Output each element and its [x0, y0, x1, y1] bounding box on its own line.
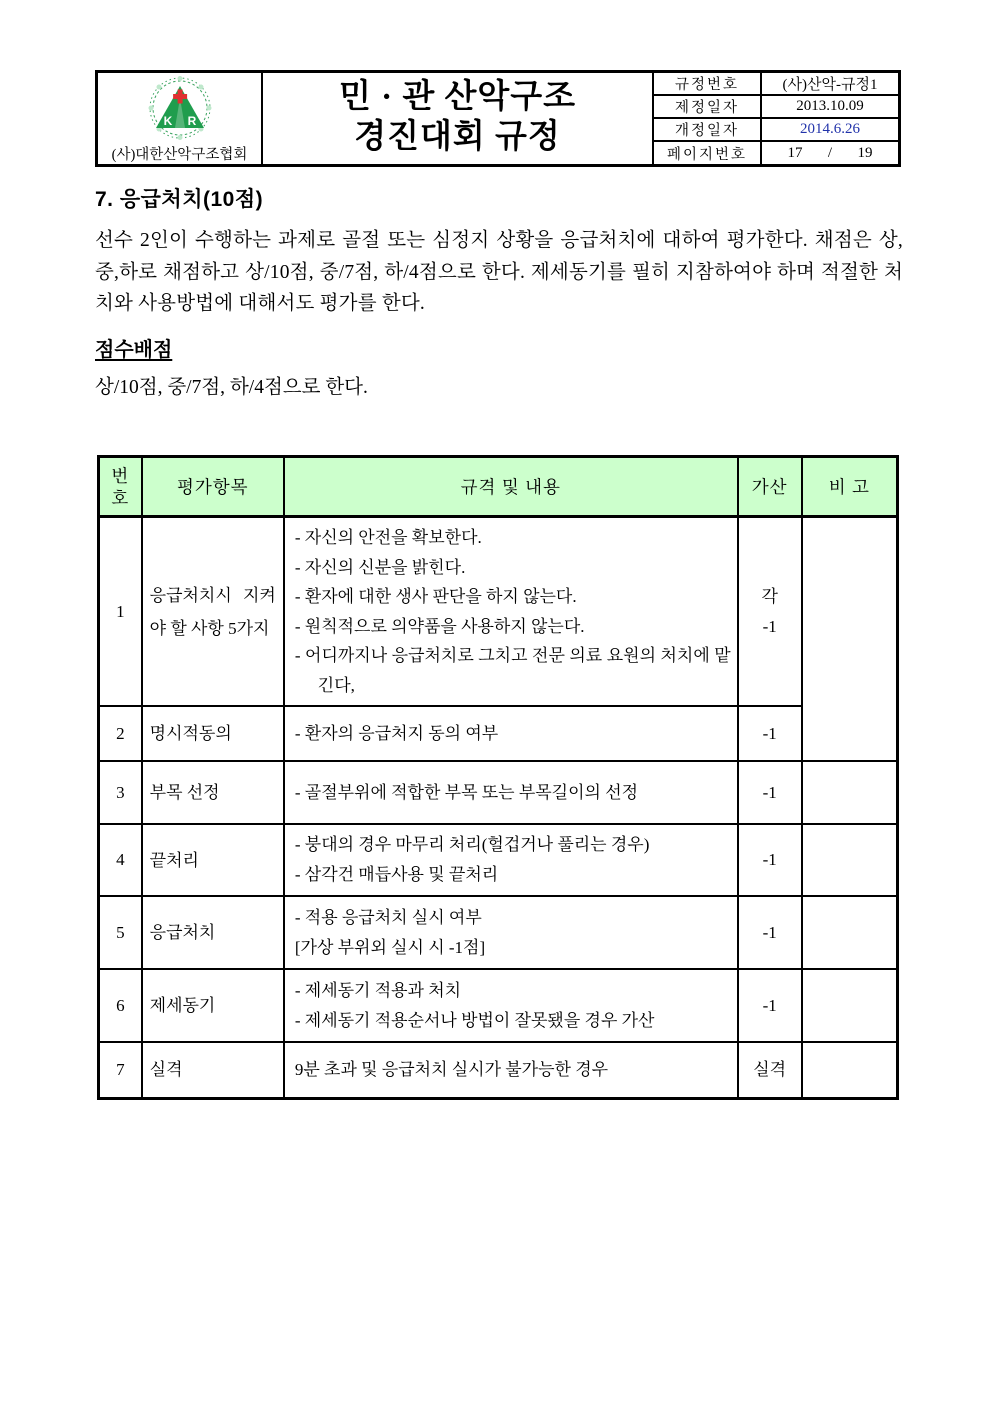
spec-line: - 삼각건 매듭사용 및 끝처리 [294, 865, 499, 884]
cell-note [802, 824, 898, 896]
cell-spec [284, 824, 738, 896]
cell-no: 2 [99, 706, 142, 761]
doc-header [95, 70, 901, 167]
cell-no: 7 [99, 1042, 142, 1098]
header-bonus: 가산 [738, 457, 802, 517]
section-content [95, 183, 903, 399]
header-item: 평가항목 [142, 457, 284, 517]
table-row [99, 969, 898, 1042]
cell-bonus: -1 [738, 969, 802, 1042]
doc-title-line1: 민 · 관 산악구조 [338, 78, 577, 115]
cell-spec [284, 896, 738, 969]
doc-info-table [652, 73, 898, 164]
cell-spec [284, 761, 738, 824]
cell-note-merged [802, 517, 898, 762]
spec-line: - 적용 응급처치 실시 여부 [294, 907, 482, 927]
page-separator: / [827, 144, 833, 161]
spec-line: - 자신의 신분을 밝힌다. [294, 557, 466, 577]
info-value-page-no [762, 142, 898, 164]
cell-note [802, 761, 898, 824]
score-line: 상/10점, 중/7점, 하/4점으로 한다. [95, 376, 368, 398]
cell-bonus: -1 [738, 706, 802, 761]
cell-bonus: -1 [738, 824, 802, 896]
cell-spec [284, 969, 738, 1042]
cell-item: 부목 선정 [142, 761, 284, 824]
section-heading: 7. 응급처치(10점) [95, 188, 264, 211]
table-row [99, 517, 898, 707]
cell-spec [284, 706, 738, 761]
info-label-page-no: 페이지번호 [654, 142, 762, 164]
cell-bonus: -1 [738, 896, 802, 969]
spec-line: - 제세동기 적용과 처치 [294, 980, 462, 1000]
cell-bonus: 실격 [738, 1042, 802, 1098]
info-value-enacted-date: 2013.10.09 [762, 96, 898, 119]
cell-bonus: -1 [738, 761, 802, 824]
table-header-row [99, 457, 898, 517]
bonus-line: 각 [761, 586, 778, 606]
cell-no: 1 [99, 517, 142, 707]
info-label-revised-date: 개정일자 [654, 119, 762, 142]
cell-item: 실격 [142, 1042, 284, 1098]
svg-text:R: R [187, 114, 196, 128]
score-heading: 점수배점 [95, 338, 173, 361]
spec-line: - 붕대의 경우 마무리 처리(헐겁거나 풀리는 경우) [294, 835, 650, 854]
svg-text:K: K [163, 114, 172, 128]
page-total: 19 [857, 144, 873, 161]
info-value-revised-date: 2014.6.26 [762, 119, 898, 142]
spec-line: - 자신의 안전을 확보한다. [294, 528, 482, 547]
info-value-regulation-no: (사)산악-규정1 [762, 73, 898, 96]
spec-line: - 어디까지나 응급처치로 그치고 전문 의료 요원의 처치에 맡긴다, [294, 646, 731, 695]
page-current: 17 [787, 144, 803, 161]
spec-line: - 환자의 응급처지 동의 여부 [294, 723, 499, 743]
header-spec: 규격 및 내용 [284, 457, 738, 517]
cell-no: 4 [99, 824, 142, 896]
cell-bonus [738, 517, 802, 707]
cell-no: 3 [99, 761, 142, 824]
cell-item: 끝처리 [142, 824, 284, 896]
cell-item: 응급처치 [142, 896, 284, 969]
table-row [99, 1042, 898, 1098]
spec-line: 9분 초과 및 응급처치 실시가 불가능한 경우 [294, 1059, 609, 1079]
org-name: (사)대한산악구조협회 [111, 147, 248, 163]
spec-line: - 환자에 대한 생사 판단을 하지 않는다. [294, 587, 577, 606]
doc-title-cell [263, 73, 652, 164]
cell-note [802, 969, 898, 1042]
cell-note [802, 1042, 898, 1098]
table-row [99, 706, 898, 761]
cell-note [802, 896, 898, 969]
org-logo-cell [98, 73, 263, 164]
spec-line: - 원칙적으로 의약품을 사용하지 않는다. [294, 616, 585, 636]
evaluation-table [97, 455, 899, 1100]
header-note: 비 고 [802, 457, 898, 517]
table-row [99, 761, 898, 824]
cell-spec [284, 1042, 738, 1098]
header-no: 번호 [99, 457, 142, 517]
body-paragraph: 선수 2인이 수행하는 과제로 골절 또는 심정지 상황을 응급처치에 대하여 평가한다. 채점은 상,중,하로 채점하고 상/10점, 중/7점, 하/4점으로 한다. 제세동기를 필히 지참하여야 하며 적절한 처치와 사용방법에 대해서도 평가를 한다. [95, 230, 903, 314]
cell-item: 명시적동의 [142, 706, 284, 761]
spec-line: - 골절부위에 적합한 부목 또는 부목길이의 선정 [294, 782, 639, 802]
cell-item: 응급처치시 지켜야 할 사항 5가지 [142, 517, 284, 707]
cell-spec [284, 517, 738, 707]
doc-title-line2: 경진대회 규정 [354, 118, 561, 155]
org-logo-icon [145, 76, 215, 142]
cell-no: 6 [99, 969, 142, 1042]
table-row [99, 824, 898, 896]
spec-line: - 제세동기 적용순서나 방법이 잘못됐을 경우 가산 [294, 1010, 655, 1030]
page-number [762, 145, 898, 162]
info-label-regulation-no: 규정번호 [654, 73, 762, 96]
bonus-line: -1 [762, 616, 777, 636]
cell-no: 5 [99, 896, 142, 969]
table-row [99, 896, 898, 969]
cell-item: 제세동기 [142, 969, 284, 1042]
spec-line: [가상 부위외 실시 시 -1점] [294, 937, 486, 957]
info-label-enacted-date: 제정일자 [654, 96, 762, 119]
